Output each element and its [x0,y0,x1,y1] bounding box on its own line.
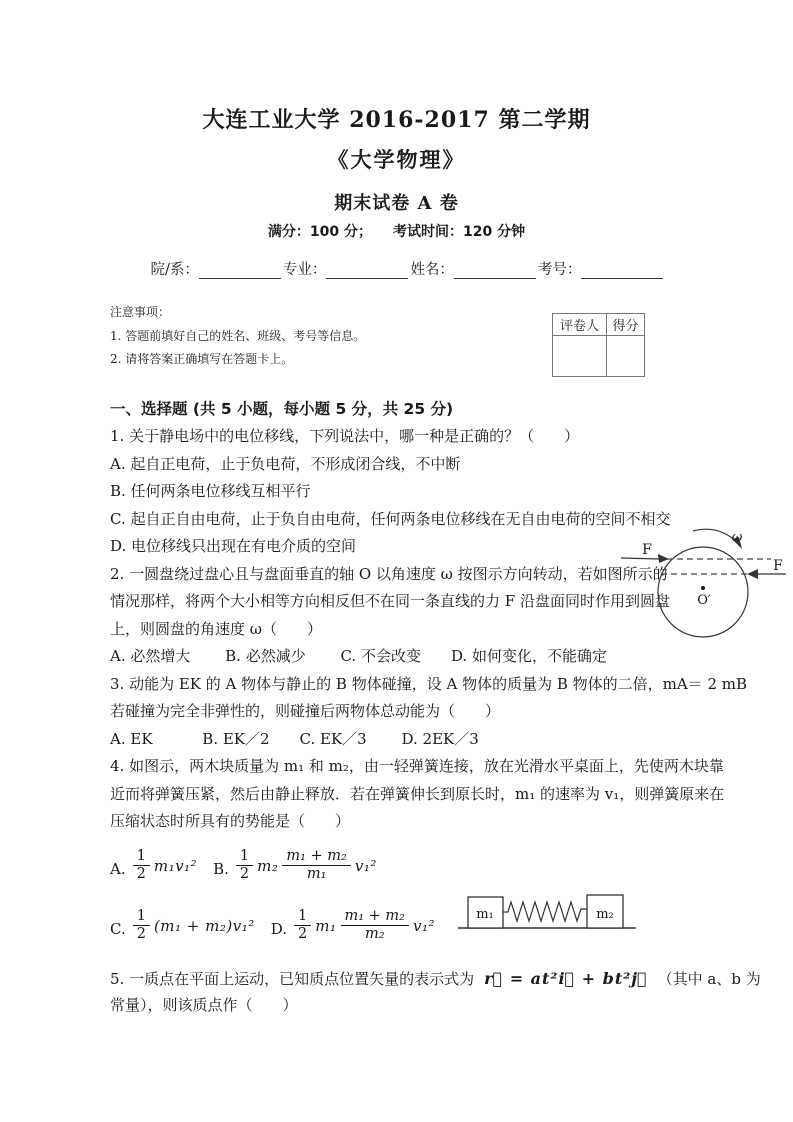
q4-option-a [110,848,199,882]
q4-stem-line3: 压缩状态时所具有的势能是（ ） [110,812,351,830]
q4-option-a-label: A. [110,859,126,878]
mass-ratio-fraction: m₁ + m₂ m₂ [341,908,410,942]
notice-block [110,301,365,372]
center-label: O′ [697,593,711,608]
q4-option-a-body: m₁v₁² [153,856,198,875]
major-label: 专业： [282,262,327,278]
half-fraction: 1 2 [133,908,150,942]
q2-options: A. 必然增大 B. 必然减少 C. 不会改变 D. 如何变化，不能确定 [110,647,607,665]
spring-blocks-diagram [450,878,645,938]
mass-ratio-fraction: m₁ + m₂ m₁ [282,848,351,882]
score-header: 得分 [607,314,645,336]
q1-option-d: D. 电位移线只出现在有电介质的空间 [110,537,357,555]
left-force-arrow [621,558,660,559]
q2-stem-line1: 2. 一圆盘绕过盘心且与盘面垂直的轴 O 以角速度 ω 按图示方向转动，若如图所示的 [110,564,668,583]
q5-text-pre: 5. 一质点在平面上运动，已知质点位置矢量的表示式为 [110,969,475,988]
omega-label: ω [731,530,743,545]
disc-rotation-diagram [603,513,793,653]
q4-option-c [110,908,257,942]
q4-option-b-label: B. [213,859,229,878]
q3-stem-line1: 3. 动能为 EK 的 A 物体与静止的 B 物体碰撞，设 A 物体的质量为 B 物体的二倍，mA＝ 2 mB [110,674,748,693]
q1-option-a: A. 起自正电荷，止于负电荷，不形成闭合线，不中断 [110,454,461,473]
grader-cell [553,336,607,377]
q4-option-d-label: D. [270,919,288,938]
q5-stem-line1 [110,965,760,993]
q4-option-c-label: C. [110,919,126,938]
notice-item-1: 1. 答题前填好自己的姓名、班级、考号等信息。 [110,328,366,343]
q4-option-b [213,848,379,882]
half-fraction: 1 2 [236,848,253,882]
notice-item-2: 2. 请将答案正确填写在答题卡上。 [110,352,294,366]
q4-stem-line2: 近而将弹簧压紧，然后由静止释放．若在弹簧伸长到原长时，m₁ 的速率为 v₁，则弹簧原来在 [110,784,725,803]
q1-option-b: B. 任何两条电位移线互相平行 [110,482,311,500]
q4-formula-row-2 [110,896,760,956]
dept-label: 院/系： [150,262,199,278]
score-time-line: 满分：100 分； 考试时间：120 分钟 [267,224,526,240]
q1-option-c: C. 起自正自由电荷，止于负自由电荷，任何两条电位移线在无自由电荷的空间不相交 [110,509,671,528]
q4-option-d [271,908,437,942]
q3-options: A. EK B. EK／2 C. EK／3 D. 2EK／3 [110,729,479,748]
q4-option-d-post: v₁² [413,916,436,935]
grading-table [552,313,645,377]
q5-block [110,965,760,1020]
force-label-right: F [773,558,783,574]
q5-stem-line2: 常量），则该质点作（ ） [110,996,298,1014]
block-m1-label: m₁ [476,907,494,922]
exam-title: 大连工业大学 2016-2017 第二学期 [202,107,591,133]
paper-name: 期末试卷 A 卷 [334,193,459,214]
position-vector-formula: r⃗ = at²i⃗ + bt²j⃗ [484,968,648,988]
dept-blank [199,263,281,279]
exam-no-blank [581,263,663,279]
student-info-row [96,258,716,279]
score-cell [607,336,645,377]
force-label-left: F [642,542,652,558]
name-label: 姓名： [410,262,454,278]
right-force-arrowhead [747,569,758,579]
spring-coil [503,902,587,921]
name-blank [454,263,536,279]
disc-center-dot [701,586,705,590]
grader-header: 评卷人 [553,314,607,336]
q1-stem: 1. 关于静电场中的电位移线，下列说法中，哪一种是正确的？（ ） [110,427,580,445]
half-fraction: 1 2 [133,848,150,882]
disc-circle [658,547,748,637]
course-title: 《大学物理》 [327,147,466,172]
section-1-heading: 一、选择题 (共 5 小题，每小题 5 分，共 25 分) [110,400,454,418]
major-blank [326,263,408,279]
q4-stem-line1: 4. 如图示，两木块质量为 m₁ 和 m₂，由一轻弹簧连接，放在光滑水平桌面上，先使两木块靠 [110,757,724,775]
q4-option-c-body: (m₁ + m₂)v₁² [153,916,255,935]
q4-option-b-pre: m₂ [257,856,279,875]
left-force-arrowhead [658,554,669,563]
block-m2-label: m₂ [596,907,614,922]
exam-no-label: 考号： [537,262,582,278]
notice-heading: 注意事项： [110,305,171,319]
q2-stem-line3: 上，则圆盘的角速度 ω（ ） [110,619,323,638]
q3-stem-line2: 若碰撞为完全非弹性的，则碰撞后两物体总动能为（ ） [110,702,501,720]
q4-formula-row-1 [110,836,760,896]
q2-stem-line2: 情况那样，将两个大小相等方向相反但不在同一条直线的力 F 沿盘面同时作用到圆盘 [110,592,670,610]
q5-text-post: （其中 a、b 为 [657,969,761,988]
half-fraction: 1 2 [294,908,311,942]
q4-option-b-post: v₁² [354,856,377,875]
q4-option-d-pre: m₁ [315,916,337,935]
